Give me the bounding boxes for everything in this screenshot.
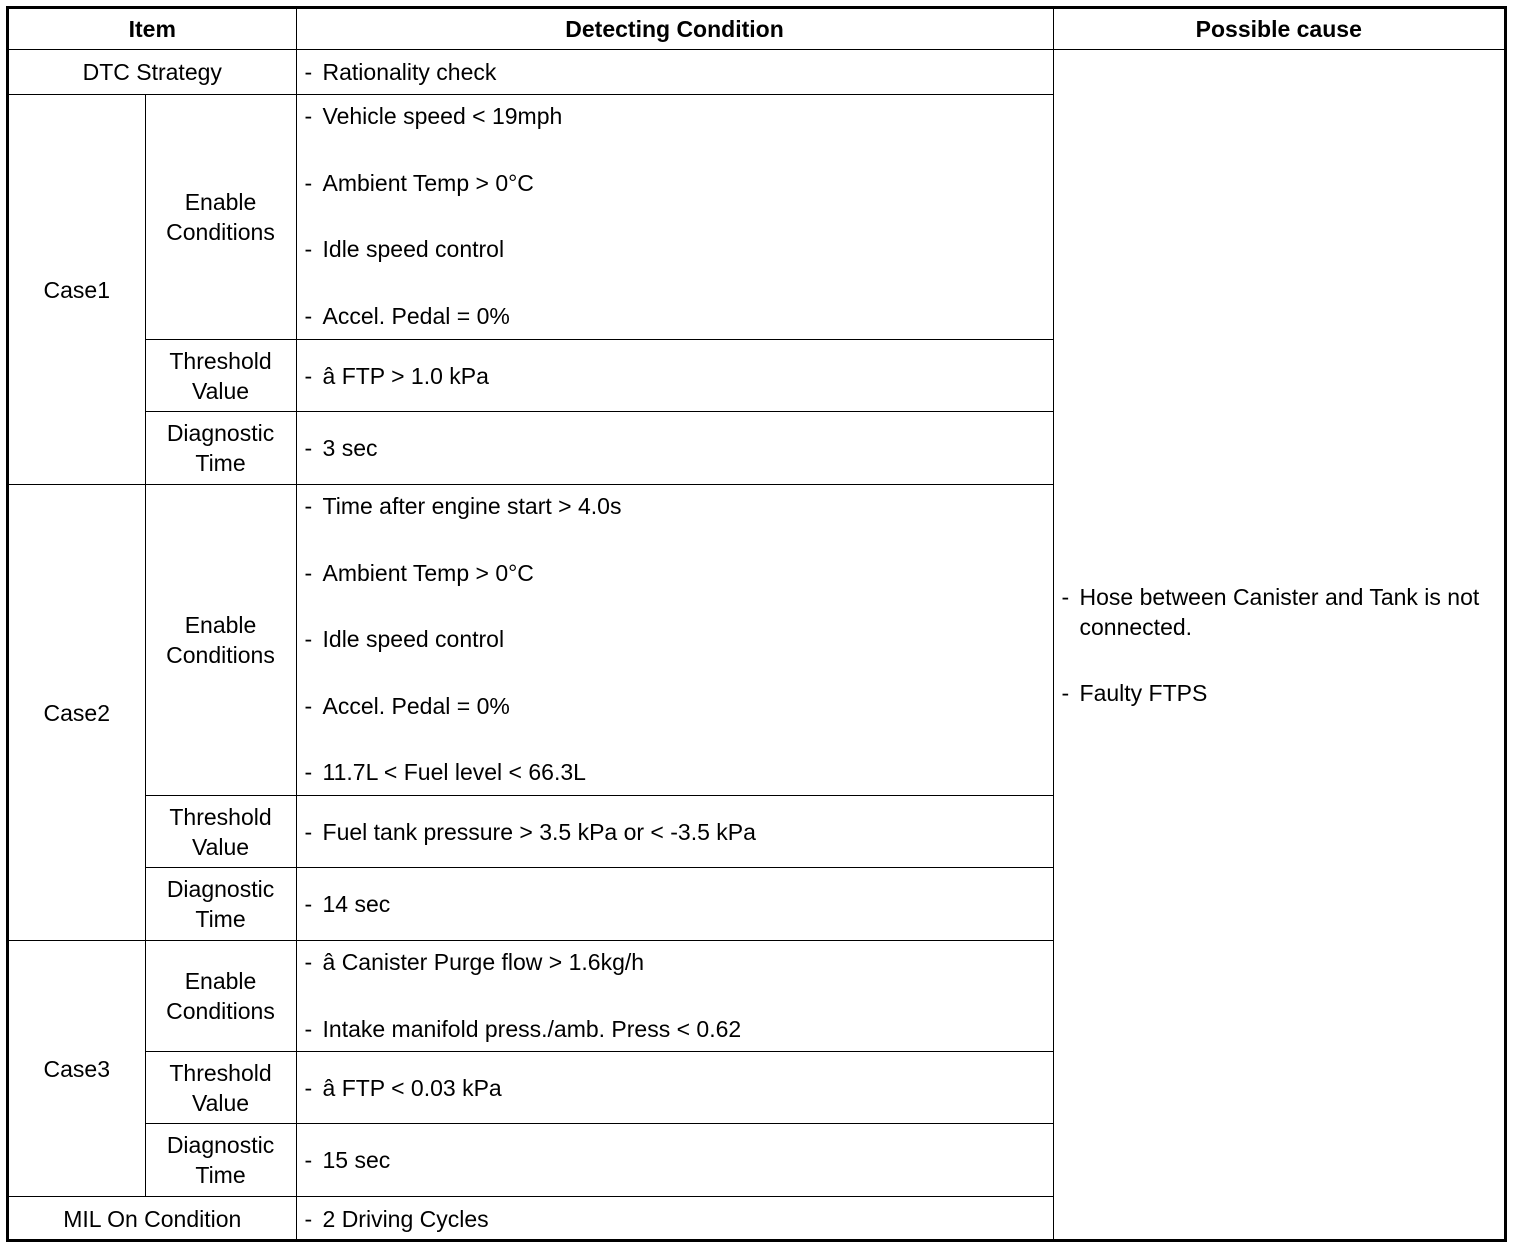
case1-enable-label: Enable Conditions: [145, 95, 296, 340]
case1-time: 3 sec: [322, 435, 378, 461]
case2-enable-label: Enable Conditions: [145, 485, 296, 796]
case2-threshold-label: Threshold Value: [145, 796, 296, 868]
case1-time-cell: - 3 sec: [296, 412, 1053, 485]
case3-threshold: â FTP < 0.03 kPa: [322, 1074, 502, 1101]
dtc-strategy-value-cell: [296, 50, 1053, 95]
header-detecting-condition: Detecting Condition: [296, 9, 1053, 50]
condition-line: - Accel. Pedal = 0%: [304, 302, 510, 329]
case3-enable-label: Enable Conditions: [145, 941, 296, 1052]
mil-label: MIL On Condition: [9, 1197, 296, 1241]
case2-threshold-cell: - Fuel tank pressure > 3.5 kPa or < -3.5 kPa: [296, 796, 1053, 868]
diagnostic-table-frame: [6, 6, 1507, 1242]
case1-time-label: Diagnostic Time: [145, 412, 296, 485]
condition-line: - Accel. Pedal = 0%: [304, 692, 510, 719]
case2-threshold: Fuel tank pressure > 3.5 kPa or < -3.5 kPa: [322, 818, 756, 845]
header-possible-cause: Possible cause: [1053, 9, 1504, 50]
diagnostic-table: [9, 9, 1504, 1241]
case1-threshold: â FTP > 1.0 kPa: [322, 362, 489, 389]
case3-time-label: Diagnostic Time: [145, 1124, 296, 1197]
condition-line: - Idle speed control: [304, 236, 505, 262]
case3-time: 15 sec: [322, 1147, 391, 1173]
possible-cause-item: - Hose between Canister and Tank is not connected.: [1061, 584, 1480, 640]
case3-label: Case3: [9, 941, 145, 1197]
case1-threshold-label: Threshold Value: [145, 340, 296, 412]
condition-line: - 11.7L < Fuel level < 66.3L: [304, 759, 586, 785]
condition-line: - Intake manifold press./amb. Press < 0.62: [304, 1015, 742, 1042]
case3-threshold-cell: - â FTP < 0.03 kPa: [296, 1052, 1053, 1124]
case3-threshold-label: Threshold Value: [145, 1052, 296, 1124]
case3-time-cell: - 15 sec: [296, 1124, 1053, 1197]
condition-line: - Vehicle speed < 19mph: [304, 103, 563, 129]
case2-time-cell: - 14 sec: [296, 868, 1053, 941]
mil-value: 2 Driving Cycles: [322, 1205, 489, 1232]
condition-line: - Ambient Temp > 0°C: [304, 559, 534, 586]
case2-enable-conditions: [296, 485, 1053, 796]
dtc-strategy-label: DTC Strategy: [9, 50, 296, 95]
case2-time-label: Diagnostic Time: [145, 868, 296, 941]
header-item: Item: [9, 9, 296, 50]
case1-label: Case1: [9, 95, 145, 485]
case2-label: Case2: [9, 485, 145, 941]
mil-value-cell: - 2 Driving Cycles: [296, 1197, 1053, 1241]
possible-cause-cell: [1053, 50, 1504, 1241]
case1-threshold-cell: - â FTP > 1.0 kPa: [296, 340, 1053, 412]
condition-line: - Time after engine start > 4.0s: [304, 493, 622, 519]
condition-line: - â Canister Purge flow > 1.6kg/h: [304, 949, 645, 975]
dtc-strategy-value: Rationality check: [322, 59, 497, 85]
case3-enable-conditions: [296, 941, 1053, 1052]
condition-line: - Ambient Temp > 0°C: [304, 169, 534, 196]
dash: -: [304, 59, 313, 85]
case2-time: 14 sec: [322, 891, 391, 917]
condition-line: - Idle speed control: [304, 626, 505, 652]
case1-enable-conditions: [296, 95, 1053, 340]
possible-cause-item: - Faulty FTPS: [1061, 680, 1208, 706]
